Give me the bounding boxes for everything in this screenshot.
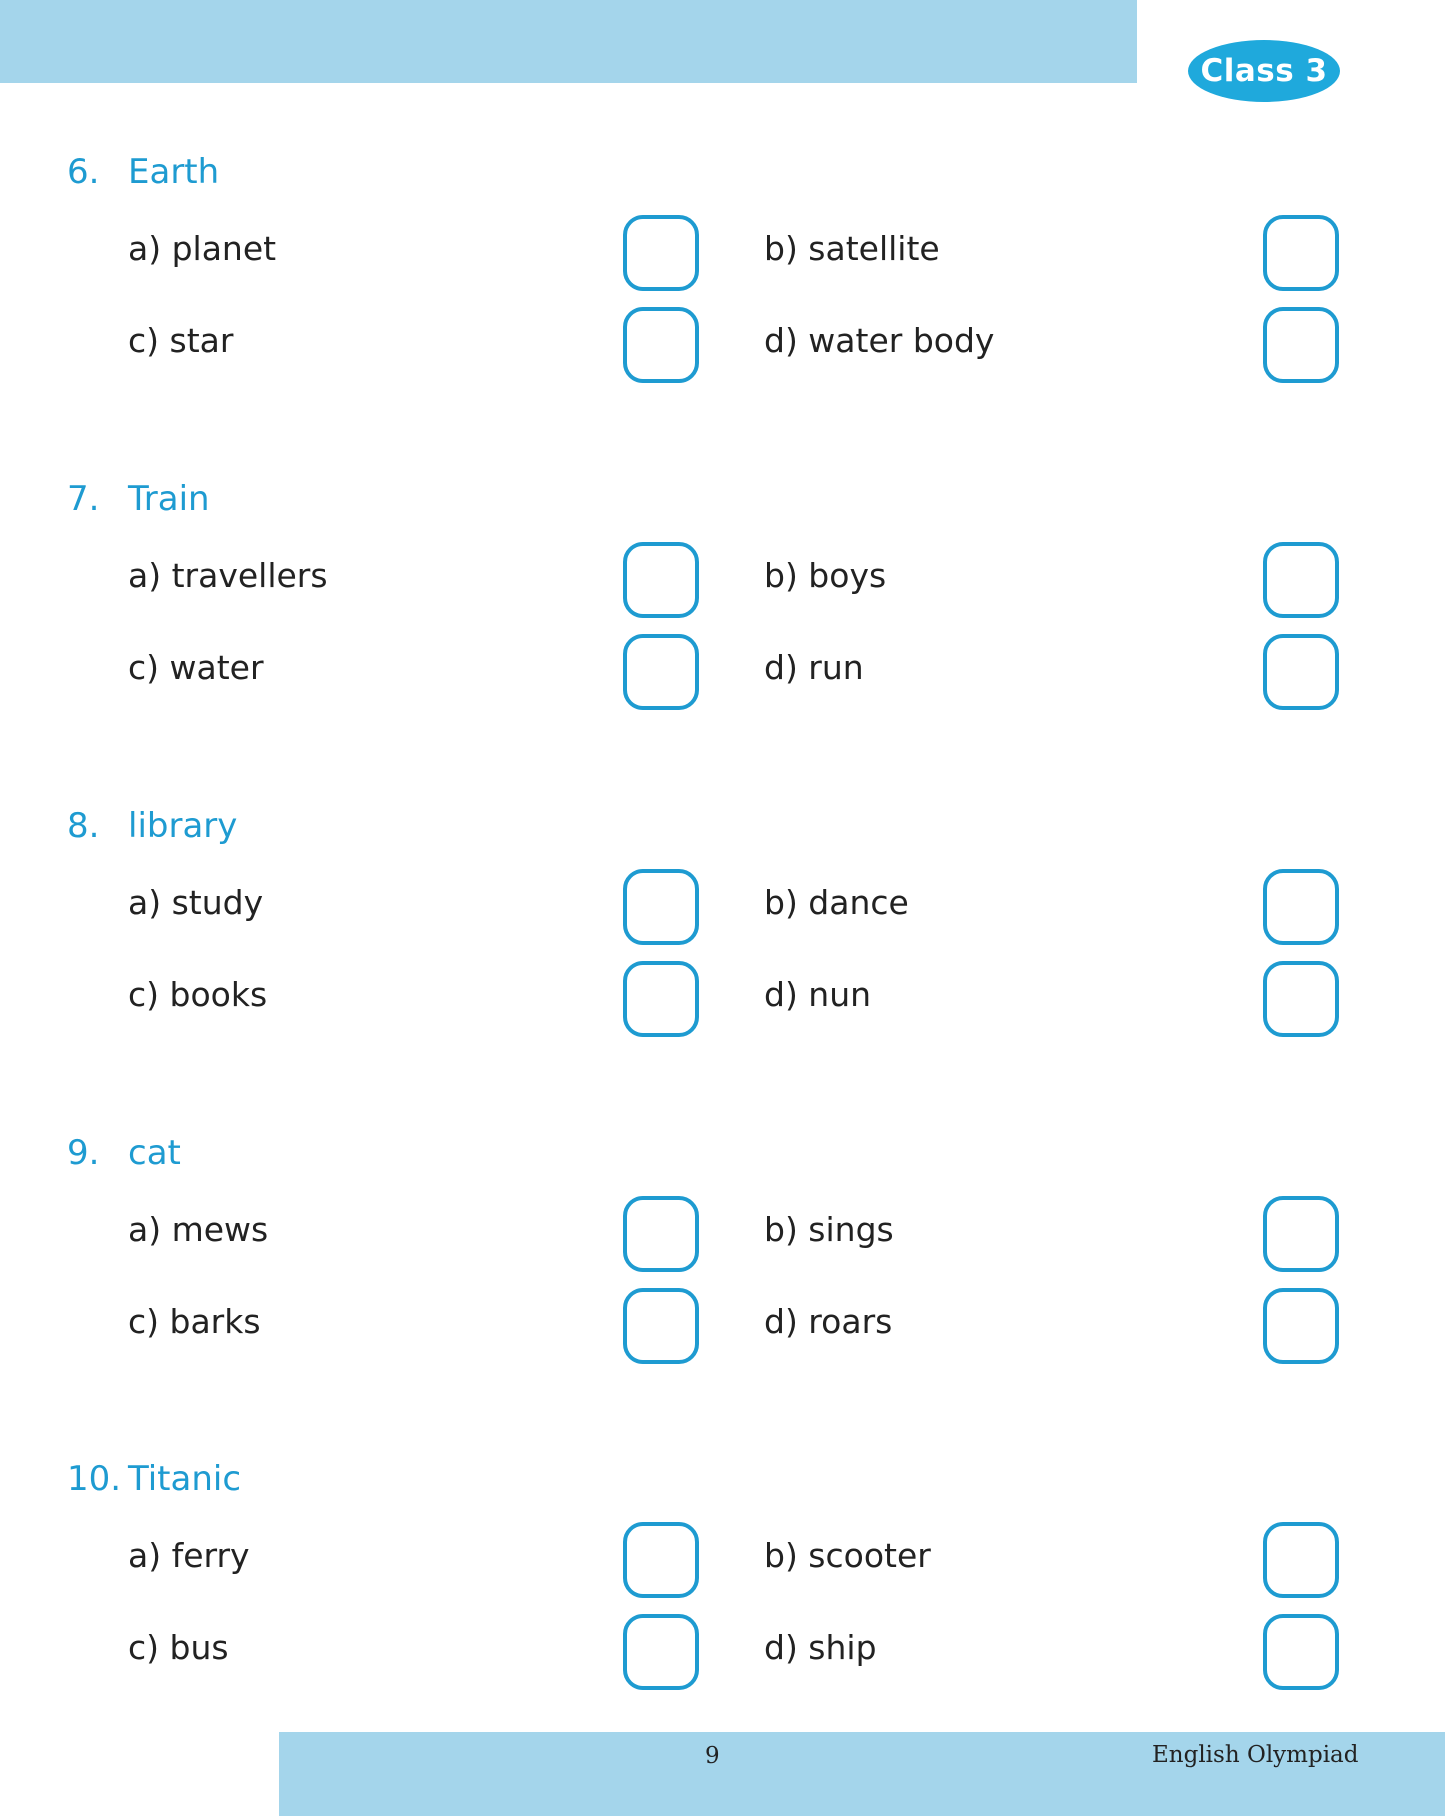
page-number: 9 [705, 1743, 720, 1769]
question-10 [0, 1459, 1445, 1702]
option-a-checkbox[interactable] [623, 215, 699, 291]
question-number: 10. [67, 1459, 122, 1499]
option-b-label: b) dance [764, 883, 909, 922]
option-b-label: b) sings [764, 1210, 894, 1249]
question-number: 8. [67, 806, 100, 846]
option-b-checkbox[interactable] [1263, 1196, 1339, 1272]
option-d-checkbox[interactable] [1263, 961, 1339, 1037]
option-d-checkbox[interactable] [1263, 307, 1339, 383]
option-c-checkbox[interactable] [623, 307, 699, 383]
option-c-checkbox[interactable] [623, 1288, 699, 1364]
question-word: Titanic [128, 1459, 242, 1499]
option-b-label: b) boys [764, 556, 887, 595]
option-c-label: c) bus [128, 1628, 229, 1667]
option-d-checkbox[interactable] [1263, 1614, 1339, 1690]
option-c-checkbox[interactable] [623, 961, 699, 1037]
option-b-checkbox[interactable] [1263, 542, 1339, 618]
question-9 [0, 1133, 1445, 1376]
option-a-label: a) ferry [128, 1536, 250, 1575]
option-a-label: a) planet [128, 229, 277, 268]
option-b-checkbox[interactable] [1263, 215, 1339, 291]
option-a-checkbox[interactable] [623, 1196, 699, 1272]
question-number: 6. [67, 152, 100, 192]
class-badge: Class 3 [1188, 40, 1340, 102]
question-word: cat [128, 1133, 181, 1173]
option-a-label: a) mews [128, 1210, 269, 1249]
header-band [0, 0, 1137, 83]
option-a-label: a) travellers [128, 556, 328, 595]
question-word: library [128, 806, 238, 846]
option-d-checkbox[interactable] [1263, 634, 1339, 710]
question-word: Train [128, 479, 210, 519]
option-b-checkbox[interactable] [1263, 1522, 1339, 1598]
option-d-label: d) roars [764, 1302, 893, 1341]
option-d-checkbox[interactable] [1263, 1288, 1339, 1364]
option-d-label: d) nun [764, 975, 872, 1014]
option-b-label: b) scooter [764, 1536, 931, 1575]
footer-title: English Olympiad [1152, 1742, 1359, 1768]
option-c-label: c) water [128, 648, 264, 687]
option-a-checkbox[interactable] [623, 1522, 699, 1598]
option-c-label: c) books [128, 975, 268, 1014]
option-b-label: b) satellite [764, 229, 940, 268]
option-d-label: d) ship [764, 1628, 877, 1667]
question-8 [0, 806, 1445, 1049]
option-a-checkbox[interactable] [623, 869, 699, 945]
question-7 [0, 479, 1445, 722]
option-a-label: a) study [128, 883, 264, 922]
option-c-checkbox[interactable] [623, 1614, 699, 1690]
question-number: 9. [67, 1133, 100, 1173]
question-6 [0, 152, 1445, 395]
option-d-label: d) run [764, 648, 864, 687]
question-number: 7. [67, 479, 100, 519]
option-c-label: c) barks [128, 1302, 261, 1341]
option-c-label: c) star [128, 321, 234, 360]
option-b-checkbox[interactable] [1263, 869, 1339, 945]
option-c-checkbox[interactable] [623, 634, 699, 710]
option-a-checkbox[interactable] [623, 542, 699, 618]
option-d-label: d) water body [764, 321, 995, 360]
question-word: Earth [128, 152, 220, 192]
